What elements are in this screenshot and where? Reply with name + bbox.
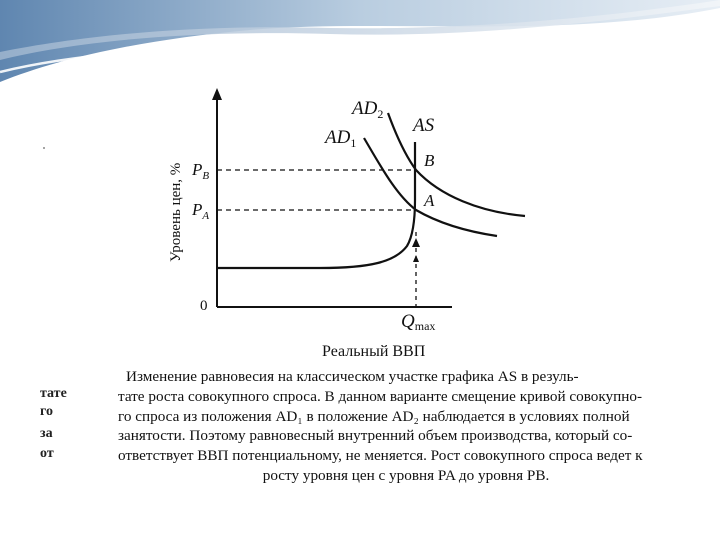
margin-fragment: го [40, 404, 54, 419]
y-axis-arrow [212, 88, 222, 100]
qmax-label: Qmax [401, 311, 436, 333]
pb-label: $P_B$ [192, 160, 210, 182]
ad2-label: $AD_2$ [352, 98, 384, 121]
caption-line: ответствует ВВП потенциальному, не меняется. Рост совокупного спроса ведет к [118, 447, 643, 465]
scan-speck [43, 147, 45, 149]
qmax-arrow [413, 255, 419, 262]
ad2-curve [388, 113, 525, 216]
x-axis-title: Реальный ВВП [322, 343, 426, 360]
as-curve [217, 142, 415, 268]
y-axis-title: Уровень цен, % [168, 162, 184, 262]
figure-caption [118, 367, 674, 486]
margin-fragment: от [40, 446, 54, 461]
caption-line: тате роста совокупного спроса. В данном варианте смещение кривой совокупно- [118, 387, 643, 405]
margin-fragment: за [40, 426, 53, 441]
caption-line: Изменение равновесия на классическом участке графика AS в резуль- [126, 368, 579, 385]
ad1-label: $AD_1$ [325, 127, 357, 150]
caption-line: занятости. Поэтому равновесный внутренний объем производства, который со- [118, 427, 633, 445]
point-b-label: B [424, 151, 435, 170]
pa-label: $P_A$ [192, 200, 210, 222]
caption-line: росту уровня цен с уровня PA до уровня PB. [262, 466, 550, 484]
caption-line: го спроса из положения AD₁ в положение AD₂ наблюдается в условиях полной [118, 407, 630, 425]
point-a-label: A [424, 191, 435, 210]
margin-fragment: тате [40, 386, 67, 401]
origin-label: 0 [200, 298, 208, 314]
as-label: AS [413, 115, 435, 136]
qmax-arrow [412, 238, 420, 247]
